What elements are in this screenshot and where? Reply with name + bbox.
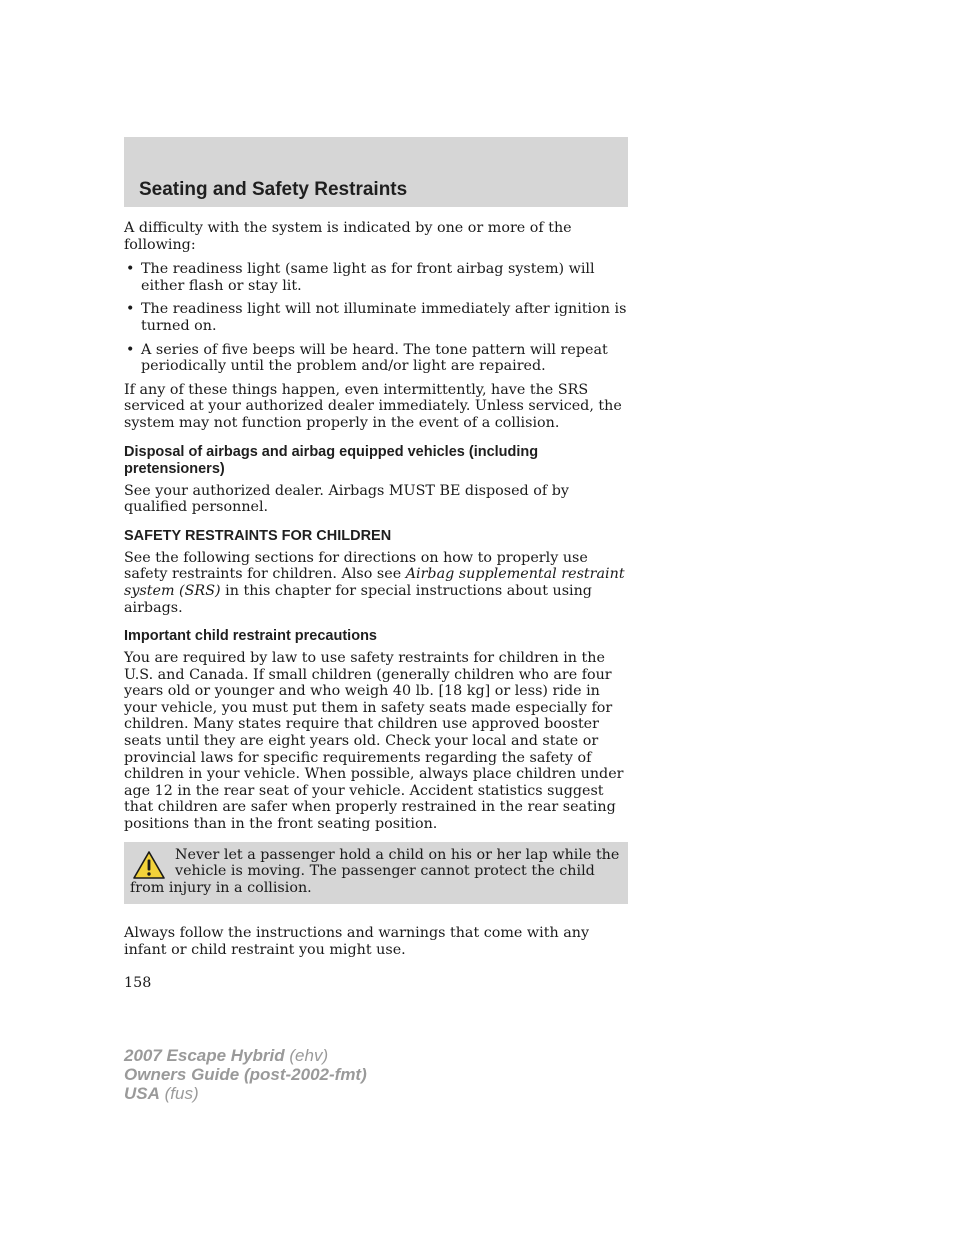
section-title: Seating and Safety Restraints	[139, 179, 408, 200]
children-text-start: See the following sections for directions on how to properly use safety restraints for children. Also see	[124, 549, 588, 583]
page-number: 158	[124, 974, 152, 991]
bullet-item: • The readiness light will not illuminate immediately after ignition is turned on.	[124, 301, 628, 334]
warning-box	[124, 842, 628, 905]
page-content	[124, 220, 628, 991]
disposal-heading: Disposal of airbags and airbag equipped vehicles (including pretensioners)	[124, 443, 539, 477]
bullet-item: • A series of five beeps will be heard. The tone pattern will repeat periodically until the problem and/or light are repaired.	[124, 342, 628, 375]
warning-triangle-icon	[132, 850, 166, 880]
children-text-end: in this chapter for special instructions about using airbags.	[124, 582, 592, 616]
footer-guide: Owners Guide (post-2002-fmt)	[124, 1065, 367, 1084]
footer-line-3	[124, 1084, 367, 1103]
section-header	[124, 137, 628, 207]
children-heading: SAFETY RESTRAINTS FOR CHILDREN	[124, 527, 392, 544]
children-text-reference: Airbag supplemental restraint system (SRS)	[124, 566, 625, 599]
footer-market: USA	[124, 1084, 160, 1103]
disposal-paragraph: See your authorized dealer. Airbags MUST BE disposed of by qualified personnel.	[124, 482, 569, 516]
document-footer	[124, 1046, 367, 1103]
footer-line-1	[124, 1046, 367, 1065]
children-paragraph	[124, 550, 628, 616]
srs-paragraph: If any of these things happen, even intermittently, have the SRS serviced at your authorized dealer immediately. Unless serviced, the system may not function properly in the event of a collision.	[124, 381, 622, 431]
bullet-list	[124, 261, 628, 375]
footer-line-2	[124, 1065, 367, 1084]
footer-model: 2007 Escape Hybrid	[124, 1046, 285, 1065]
warning-text: Never let a passenger hold a child on his or her lap while the vehicle is moving. The passenger cannot protect the child from injury in a collision.	[130, 846, 620, 896]
precautions-heading: Important child restraint precautions	[124, 628, 377, 645]
intro-paragraph: A difficulty with the system is indicated by one or more of the following:	[124, 220, 572, 253]
footer-market-code: (fus)	[159, 1084, 199, 1103]
footer-model-code: (ehv)	[284, 1046, 329, 1065]
closing-paragraph: Always follow the instructions and warnings that come with any infant or child restraint you might use.	[124, 925, 590, 958]
bullet-item: • The readiness light (same light as for front airbag system) will either flash or stay lit.	[124, 261, 628, 294]
precautions-paragraph: You are required by law to use safety restraints for children in the U.S. and Canada. If small children (generally children who are four years old or younger and who weigh 40 lb. [18 kg] or less) ride in your vehicle, you must put them in safety seats made especially for children. Many states require that children use approved booster seats until they are eight years old. Check your local and state or provincial laws for specific requirements regarding the safety of children in your vehicle. When possible, always place children under age 12 in the rear seat of your vehicle. Accident statistics suggest that children are safer when properly restrained in the rear seating positions than in the front seating position.	[124, 650, 624, 833]
